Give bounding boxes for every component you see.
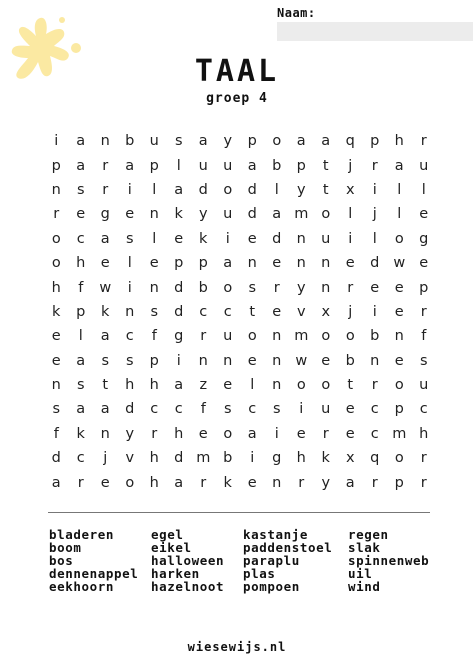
grid-letter[interactable]: p <box>174 255 184 272</box>
grid-letter[interactable]: v <box>296 303 306 320</box>
grid-letter[interactable]: r <box>371 474 378 491</box>
grid-letter[interactable]: j <box>103 450 108 467</box>
grid-letter[interactable]: i <box>54 133 59 150</box>
grid-letter[interactable]: n <box>100 133 110 150</box>
grid-letter[interactable]: l <box>372 230 377 247</box>
word-item: regen <box>348 527 389 542</box>
grid-letter[interactable]: w <box>295 352 308 369</box>
grid-letter[interactable]: o <box>296 377 306 394</box>
grid-letter[interactable]: a <box>174 181 184 198</box>
grid-letter[interactable]: p <box>394 474 404 491</box>
word-item: bladeren <box>49 527 115 542</box>
grid-letter[interactable]: z <box>199 377 208 394</box>
grid-letter[interactable]: r <box>420 133 427 150</box>
grid-letter[interactable]: w <box>99 279 112 296</box>
grid-letter[interactable]: n <box>321 255 331 272</box>
grid-letter[interactable]: n <box>296 230 306 247</box>
grid-letter[interactable]: n <box>149 206 159 223</box>
divider <box>48 512 430 513</box>
grid-letter[interactable]: j <box>348 303 353 320</box>
grid-letter[interactable]: a <box>345 474 355 491</box>
grid-letter[interactable]: g <box>272 450 282 467</box>
grid-letter[interactable]: e <box>394 279 404 296</box>
grid-letter[interactable]: d <box>272 230 282 247</box>
grid-letter[interactable]: s <box>125 352 134 369</box>
grid-letter[interactable]: y <box>296 279 306 296</box>
grid-letter[interactable]: a <box>51 474 61 491</box>
grid-letter[interactable]: c <box>370 425 379 442</box>
grid-letter[interactable]: c <box>125 328 134 345</box>
grid-letter[interactable]: i <box>348 230 353 247</box>
grid-letter[interactable]: s <box>248 279 257 296</box>
grid-letter[interactable]: e <box>321 352 331 369</box>
grid-row <box>44 324 436 348</box>
grid-letter[interactable]: e <box>76 206 86 223</box>
grid-letter[interactable]: b <box>272 157 282 174</box>
grid-letter[interactable]: c <box>370 401 379 418</box>
word-item: boom <box>49 540 82 555</box>
grid-letter[interactable]: e <box>419 206 429 223</box>
grid-letter[interactable]: s <box>174 133 183 150</box>
grid-letter[interactable]: y <box>296 181 306 198</box>
word-column <box>348 528 448 593</box>
grid-letter[interactable]: a <box>76 352 86 369</box>
word-item: slak <box>348 540 381 555</box>
name-field[interactable] <box>277 22 473 41</box>
grid-letter[interactable]: m <box>196 450 211 467</box>
word-item: halloween <box>151 553 225 568</box>
grid-letter[interactable]: i <box>127 181 132 198</box>
grid-letter[interactable]: c <box>223 303 232 320</box>
grid-letter[interactable]: g <box>419 230 429 247</box>
grid-letter[interactable]: k <box>52 303 61 320</box>
word-item: uil <box>348 566 373 581</box>
grid-letter[interactable]: h <box>174 425 184 442</box>
grid-letter[interactable]: n <box>149 279 159 296</box>
word-item: harken <box>151 566 200 581</box>
grid-letter[interactable]: e <box>51 328 61 345</box>
grid-letter[interactable]: p <box>419 279 429 296</box>
grid-letter[interactable]: o <box>394 377 404 394</box>
grid-letter[interactable]: s <box>419 352 428 369</box>
word-item: kastanje <box>243 527 309 542</box>
grid-letter[interactable]: e <box>247 352 257 369</box>
grid-letter[interactable]: a <box>76 157 86 174</box>
grid-letter[interactable]: a <box>247 157 257 174</box>
grid-letter[interactable]: u <box>419 377 429 394</box>
grid-letter[interactable]: i <box>127 279 132 296</box>
grid-letter[interactable]: e <box>247 474 257 491</box>
grid-letter[interactable]: a <box>125 157 135 174</box>
word-item: wind <box>348 579 381 594</box>
word-column <box>49 528 151 593</box>
grid-letter[interactable]: n <box>272 474 282 491</box>
grid-letter[interactable]: a <box>247 425 257 442</box>
grid-letter[interactable]: h <box>149 474 159 491</box>
grid-letter[interactable]: u <box>419 157 429 174</box>
grid-letter[interactable]: u <box>149 133 159 150</box>
grid-letter[interactable]: o <box>51 230 61 247</box>
grid-letter[interactable]: x <box>345 450 355 467</box>
grid-letter[interactable]: c <box>199 303 208 320</box>
grid-letter[interactable]: c <box>174 401 183 418</box>
grid-letter[interactable]: e <box>394 352 404 369</box>
grid-letter[interactable]: b <box>223 450 233 467</box>
word-item: paraplu <box>243 553 300 568</box>
grid-letter[interactable]: y <box>198 206 208 223</box>
grid-letter[interactable]: l <box>397 181 402 198</box>
grid-letter[interactable]: c <box>76 230 85 247</box>
grid-letter[interactable]: e <box>149 255 159 272</box>
grid-letter[interactable]: d <box>174 279 184 296</box>
grid-letter[interactable]: i <box>274 425 279 442</box>
grid-letter[interactable]: o <box>125 474 135 491</box>
grid-letter[interactable]: d <box>247 206 257 223</box>
grid-letter[interactable]: o <box>223 181 233 198</box>
grid-letter[interactable]: r <box>298 474 305 491</box>
grid-letter[interactable]: g <box>174 328 184 345</box>
grid-row <box>44 202 436 226</box>
grid-row <box>44 446 436 470</box>
grid-letter[interactable]: f <box>421 328 427 345</box>
grid-row <box>44 300 436 324</box>
grid-letter[interactable]: h <box>51 279 61 296</box>
grid-letter[interactable]: u <box>321 230 331 247</box>
grid-letter[interactable]: e <box>419 255 429 272</box>
word-item: bos <box>49 553 74 568</box>
grid-letter[interactable]: t <box>322 157 329 174</box>
grid-letter[interactable]: n <box>247 255 257 272</box>
grid-letter[interactable]: r <box>200 474 207 491</box>
grid-letter[interactable]: l <box>348 206 353 223</box>
grid-letter[interactable]: o <box>51 255 61 272</box>
grid-row <box>44 251 436 275</box>
grid-letter[interactable]: p <box>149 352 159 369</box>
grid-letter[interactable]: d <box>370 255 380 272</box>
grid-letter[interactable]: k <box>101 303 110 320</box>
grid-letter[interactable]: q <box>345 133 355 150</box>
word-search-grid <box>44 129 436 495</box>
grid-letter[interactable]: a <box>272 206 282 223</box>
grid-letter[interactable]: r <box>371 157 378 174</box>
grid-letter[interactable]: r <box>347 279 354 296</box>
grid-letter[interactable]: d <box>51 450 61 467</box>
grid-row <box>44 349 436 373</box>
grid-letter[interactable]: d <box>174 450 184 467</box>
grid-letter[interactable]: i <box>372 303 377 320</box>
grid-letter[interactable]: o <box>247 328 257 345</box>
grid-row <box>44 470 436 494</box>
grid-letter[interactable]: c <box>419 401 428 418</box>
grid-letter[interactable]: e <box>125 206 135 223</box>
word-item: eikel <box>151 540 192 555</box>
grid-row <box>44 275 436 299</box>
grid-letter[interactable]: a <box>174 474 184 491</box>
grid-letter[interactable]: p <box>76 303 86 320</box>
grid-letter[interactable]: p <box>370 133 380 150</box>
grid-letter[interactable]: o <box>345 328 355 345</box>
grid-letter[interactable]: e <box>345 401 355 418</box>
word-item: spinnenweb <box>348 553 430 568</box>
grid-row <box>44 422 436 446</box>
word-item: paddenstoel <box>243 540 333 555</box>
grid-letter[interactable]: d <box>198 181 208 198</box>
grid-letter[interactable]: y <box>321 474 331 491</box>
word-list <box>49 528 448 593</box>
grid-letter[interactable]: j <box>348 157 353 174</box>
grid-letter[interactable]: l <box>397 206 402 223</box>
grid-letter[interactable]: q <box>370 450 380 467</box>
grid-letter[interactable]: t <box>347 377 354 394</box>
grid-letter[interactable]: n <box>272 352 282 369</box>
grid-letter[interactable]: y <box>223 133 233 150</box>
grid-letter[interactable]: h <box>125 377 135 394</box>
grid-letter[interactable]: n <box>296 255 306 272</box>
grid-letter[interactable]: b <box>345 352 355 369</box>
grid-letter[interactable]: l <box>250 377 255 394</box>
word-item: hazelnoot <box>151 579 225 594</box>
grid-letter[interactable]: o <box>321 377 331 394</box>
grid-letter[interactable]: b <box>125 133 135 150</box>
grid-letter[interactable]: o <box>394 230 404 247</box>
grid-letter[interactable]: h <box>394 133 404 150</box>
grid-letter[interactable]: c <box>76 450 85 467</box>
grid-letter[interactable]: u <box>198 157 208 174</box>
grid-letter[interactable]: l <box>421 181 426 198</box>
grid-letter[interactable]: k <box>199 230 208 247</box>
grid-letter[interactable]: r <box>371 377 378 394</box>
grid-letter[interactable]: k <box>76 425 85 442</box>
grid-letter[interactable]: a <box>174 377 184 394</box>
grid-letter[interactable]: e <box>345 255 355 272</box>
word-item: eekhoorn <box>49 579 115 594</box>
grid-letter[interactable]: e <box>100 255 110 272</box>
grid-letter[interactable]: a <box>394 157 404 174</box>
grid-letter[interactable]: l <box>127 255 132 272</box>
grid-letter[interactable]: e <box>272 303 282 320</box>
grid-letter[interactable]: e <box>370 279 380 296</box>
grid-letter[interactable]: p <box>247 133 257 150</box>
name-label: Naam: <box>277 6 316 20</box>
word-item: plas <box>243 566 276 581</box>
grid-letter[interactable]: t <box>322 181 329 198</box>
grid-letter[interactable]: r <box>273 279 280 296</box>
grid-letter[interactable]: a <box>223 255 233 272</box>
grid-letter[interactable]: n <box>272 328 282 345</box>
grid-letter[interactable]: i <box>250 450 255 467</box>
grid-letter[interactable]: p <box>394 401 404 418</box>
grid-letter[interactable]: f <box>53 425 59 442</box>
grid-letter[interactable]: a <box>296 133 306 150</box>
grid-letter[interactable]: o <box>272 133 282 150</box>
word-column <box>243 528 348 593</box>
grid-letter[interactable]: n <box>223 352 233 369</box>
grid-letter[interactable]: l <box>152 230 157 247</box>
grid-letter[interactable]: i <box>176 352 181 369</box>
grid-letter[interactable]: t <box>249 303 256 320</box>
grid-letter[interactable]: r <box>322 425 329 442</box>
grid-letter[interactable]: e <box>223 377 233 394</box>
grid-letter[interactable]: t <box>102 377 109 394</box>
grid-letter[interactable]: e <box>296 425 306 442</box>
grid-letter[interactable]: e <box>51 352 61 369</box>
grid-letter[interactable]: i <box>225 230 230 247</box>
grid-letter[interactable]: n <box>321 279 331 296</box>
page-title: TAAL <box>194 54 280 89</box>
grid-letter[interactable]: n <box>125 303 135 320</box>
grid-letter[interactable]: j <box>372 206 377 223</box>
grid-letter[interactable]: e <box>100 474 110 491</box>
grid-letter[interactable]: d <box>174 303 184 320</box>
grid-letter[interactable]: e <box>198 425 208 442</box>
grid-letter[interactable]: a <box>100 328 110 345</box>
word-item: egel <box>151 527 184 542</box>
footer-site: wiesewijs.nl <box>187 640 287 654</box>
grid-letter[interactable]: r <box>53 206 60 223</box>
grid-letter[interactable]: m <box>294 328 309 345</box>
grid-letter[interactable]: s <box>52 401 61 418</box>
grid-letter[interactable]: l <box>176 157 181 174</box>
grid-letter[interactable]: l <box>274 181 279 198</box>
grid-letter[interactable]: e <box>345 425 355 442</box>
page-subtitle: groep 4 <box>206 91 268 106</box>
grid-letter[interactable]: a <box>76 401 86 418</box>
grid-row <box>44 178 436 202</box>
grid-letter[interactable]: h <box>149 377 159 394</box>
grid-letter[interactable]: d <box>125 401 135 418</box>
grid-letter[interactable]: s <box>272 401 281 418</box>
grid-letter[interactable]: c <box>150 401 159 418</box>
grid-letter[interactable]: p <box>198 255 208 272</box>
grid-letter[interactable]: m <box>294 206 309 223</box>
word-item: pompoen <box>243 579 300 594</box>
grid-letter[interactable]: r <box>102 157 109 174</box>
grid-row <box>44 397 436 421</box>
grid-letter[interactable]: s <box>101 352 110 369</box>
grid-letter[interactable]: r <box>102 181 109 198</box>
grid-letter[interactable]: e <box>174 230 184 247</box>
grid-letter[interactable]: n <box>370 352 380 369</box>
grid-letter[interactable]: x <box>345 181 355 198</box>
grid-letter[interactable]: o <box>321 206 331 223</box>
grid-letter[interactable]: e <box>394 303 404 320</box>
grid-letter[interactable]: r <box>420 474 427 491</box>
grid-row <box>44 153 436 177</box>
grid-letter[interactable]: o <box>223 425 233 442</box>
grid-letter[interactable]: f <box>151 328 157 345</box>
grid-letter[interactable]: p <box>149 157 159 174</box>
grid-letter[interactable]: p <box>296 157 306 174</box>
grid-letter[interactable]: n <box>51 181 61 198</box>
grid-letter[interactable]: p <box>51 157 61 174</box>
grid-letter[interactable]: f <box>78 279 84 296</box>
grid-letter[interactable]: n <box>394 328 404 345</box>
grid-letter[interactable]: b <box>370 328 380 345</box>
grid-letter[interactable]: w <box>393 255 406 272</box>
grid-letter[interactable]: n <box>51 377 61 394</box>
grid-letter[interactable]: u <box>223 157 233 174</box>
grid-letter[interactable]: e <box>247 230 257 247</box>
grid-letter[interactable]: g <box>100 206 110 223</box>
grid-letter[interactable]: a <box>198 133 208 150</box>
grid-letter[interactable]: v <box>125 450 135 467</box>
grid-row <box>44 129 436 153</box>
grid-letter[interactable]: a <box>100 401 110 418</box>
grid-letter[interactable]: n <box>272 377 282 394</box>
grid-letter[interactable]: a <box>100 230 110 247</box>
grid-letter[interactable]: k <box>174 206 183 223</box>
grid-letter[interactable]: l <box>152 181 157 198</box>
grid-letter[interactable]: h <box>76 255 86 272</box>
word-column <box>151 528 243 593</box>
grid-letter[interactable]: o <box>394 450 404 467</box>
grid-letter[interactable]: e <box>272 255 282 272</box>
grid-letter[interactable]: s <box>76 377 85 394</box>
grid-letter[interactable]: h <box>149 450 159 467</box>
grid-letter[interactable]: o <box>321 328 331 345</box>
grid-letter[interactable]: r <box>151 425 158 442</box>
word-item: dennenappel <box>49 566 139 581</box>
grid-letter[interactable]: i <box>299 401 304 418</box>
grid-letter[interactable]: k <box>223 474 232 491</box>
grid-letter[interactable]: r <box>420 303 427 320</box>
grid-letter[interactable]: i <box>372 181 377 198</box>
grid-letter[interactable]: u <box>321 401 331 418</box>
grid-letter[interactable]: u <box>223 206 233 223</box>
grid-letter[interactable]: u <box>223 328 233 345</box>
grid-letter[interactable]: m <box>392 425 407 442</box>
grid-letter[interactable]: y <box>125 425 135 442</box>
grid-letter[interactable]: k <box>321 450 330 467</box>
grid-letter[interactable]: a <box>76 133 86 150</box>
grid-row <box>44 227 436 251</box>
grid-letter[interactable]: o <box>223 279 233 296</box>
grid-letter[interactable]: s <box>76 181 85 198</box>
grid-letter[interactable]: x <box>321 303 331 320</box>
grid-letter[interactable]: h <box>419 425 429 442</box>
grid-letter[interactable]: s <box>223 401 232 418</box>
grid-row <box>44 373 436 397</box>
grid-letter[interactable]: r <box>77 474 84 491</box>
grid-letter[interactable]: d <box>247 181 257 198</box>
grid-letter[interactable]: l <box>78 328 83 345</box>
grid-letter[interactable]: c <box>248 401 257 418</box>
grid-letter[interactable]: s <box>125 230 134 247</box>
grid-letter[interactable]: s <box>150 303 159 320</box>
grid-letter[interactable]: f <box>200 401 206 418</box>
grid-letter[interactable]: a <box>321 133 331 150</box>
grid-letter[interactable]: n <box>100 425 110 442</box>
grid-letter[interactable]: h <box>296 450 306 467</box>
grid-letter[interactable]: n <box>198 352 208 369</box>
grid-letter[interactable]: r <box>200 328 207 345</box>
grid-letter[interactable]: r <box>420 450 427 467</box>
grid-letter[interactable]: b <box>198 279 208 296</box>
